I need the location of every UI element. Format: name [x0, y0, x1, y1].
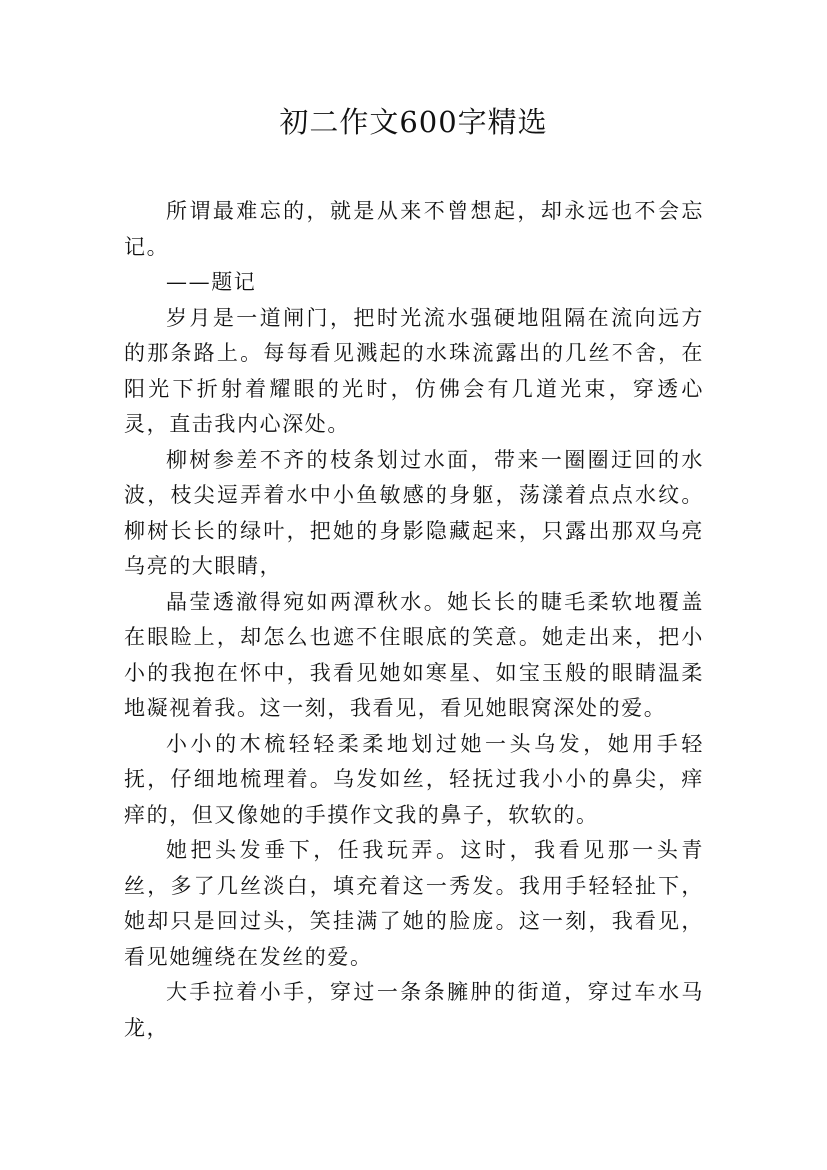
paragraph-epigraph: 所谓最难忘的，就是从来不曾想起，却永远也不会忘记。	[124, 199, 704, 259]
paragraph: 柳树参差不齐的枝条划过水面，带来一圈圈迂回的水波，枝尖逗弄着水中小鱼敏感的身躯，荡漾着点点水纹。柳树长长的绿叶，把她的身影隐藏起来，只露出那双乌亮乌亮的大眼睛，	[124, 447, 704, 578]
paragraph: 她把头发垂下，任我玩弄。这时，我看见那一头青丝，多了几丝淡白，填充着这一秀发。我用手轻轻扯下，她却只是回过头，笑挂满了她的脸庞。这一刻，我看见，看见她缠绕在发丝的爱。	[124, 838, 704, 969]
paragraph: 晶莹透澈得宛如两潭秋水。她长长的睫毛柔软地覆盖在眼睑上，却怎么也遮不住眼底的笑意。她走出来，把小小的我抱在怀中，我看见她如寒星、如宝玉般的眼睛温柔地凝视着我。这一刻，我看见，看见她眼窝深处的爱。	[124, 589, 704, 720]
paragraph: 小小的木梳轻轻柔柔地划过她一头乌发，她用手轻抚，仔细地梳理着。乌发如丝，轻抚过我小小的鼻尖，痒痒的，但又像她的手摸作文我的鼻子，软软的。	[124, 731, 704, 827]
article-body	[124, 194, 704, 1046]
paragraph-epigraph-signoff: ——题记	[166, 270, 257, 294]
paragraph: 大手拉着小手，穿过一条条臃肿的街道，穿过车水马龙，	[124, 980, 704, 1040]
page-title: 初二作文600字精选	[279, 105, 548, 139]
paragraph: 岁月是一道闸门，把时光流水强硬地阻隔在流向远方的那条路上。每每看见溅起的水珠流露出的几丝不舍，在阳光下折射着耀眼的光时，仿佛会有几道光束，穿透心灵，直击我内心深处。	[124, 305, 704, 436]
